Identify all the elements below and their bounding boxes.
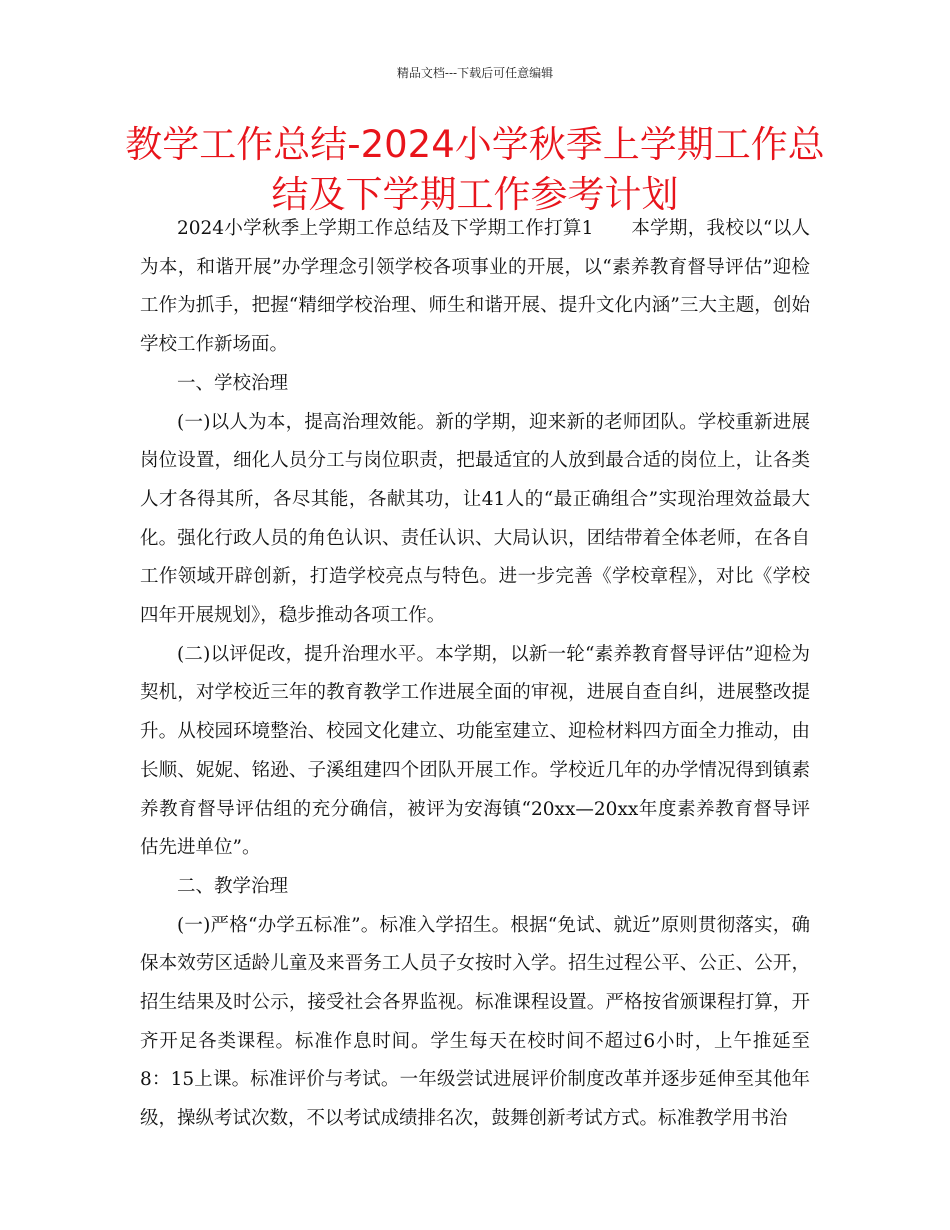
header-note: 精品文档---下载后可任意编辑	[396, 66, 554, 80]
paragraph-intro: 2024小学秋季上学期工作总结及下学期工作打算1 本学期，我校以“以人为本，和谐开展”办学理念引领学校各项事业的开展，以“素养教育督导评估”迎检工作为抓手，把握“精细学校治理、师生和谐开展、提升文化内涵”三大主题，创始学校工作新场面。	[140, 218, 810, 356]
document-body	[140, 210, 810, 1139]
paragraph-evaluation: (二)以评促改，提升治理水平。本学期，以新一轮“素养教育督导评估”迎检为契机，对学校近三年的教育教学工作进展全面的审视，进展自查自纠，进展整改提升。从校园环境整治、校园文化建立、功能室建立、迎检材料四方面全力推动，由长顺、妮妮、铭逊、子溪组建四个团队开展工作。学校近几年的办学情况得到镇素养教育督导评估组的充分确信，被评为安海镇“20xx—20xx年度素养教育督导评估先进单位”。	[140, 643, 810, 859]
section-heading-teaching-management: 二、教学治理	[177, 875, 289, 897]
document-title: 教学工作总结-2024小学秋季上学期工作总结及下学期工作参考计划	[125, 123, 825, 216]
section-heading-school-management: 一、学校治理	[177, 372, 289, 394]
paragraph-five-standards: (一)严格“办学五标准”。标准入学招生。根据“免试、就近”原则贯彻落实，确保本效劳区适龄儿童及来晋务工人员子女按时入学。招生过程公平、公正、公开，招生结果及时公示，接受社会各界监视。标准课程设置。严格按省颁课程打算，开齐开足各类课程。标准作息时间。学生每天在校时间不超过6小时，上午推延至8：15上课。标准评价与考试。一年级尝试进展评价制度改革并逐步延伸至其他年级，操纵考试次数，不以考试成绩排名次，鼓舞创新考试方式。标准教学用书治	[140, 914, 810, 1130]
paragraph-people-oriented: (一)以人为本，提高治理效能。新的学期，迎来新的老师团队。学校重新进展岗位设置，细化人员分工与岗位职责，把最适宜的人放到最合适的岗位上，让各类人才各得其所，各尽其能，各献其功，让41人的“最正确组合”实现治理效益最大化。强化行政人员的角色认识、责任认识、大局认识，团结带着全体老师，在各自工作领域开辟创新，打造学校亮点与特色。进一步完善《学校章程》，对比《学校四年开展规划》，稳步推动各项工作。	[140, 411, 810, 627]
